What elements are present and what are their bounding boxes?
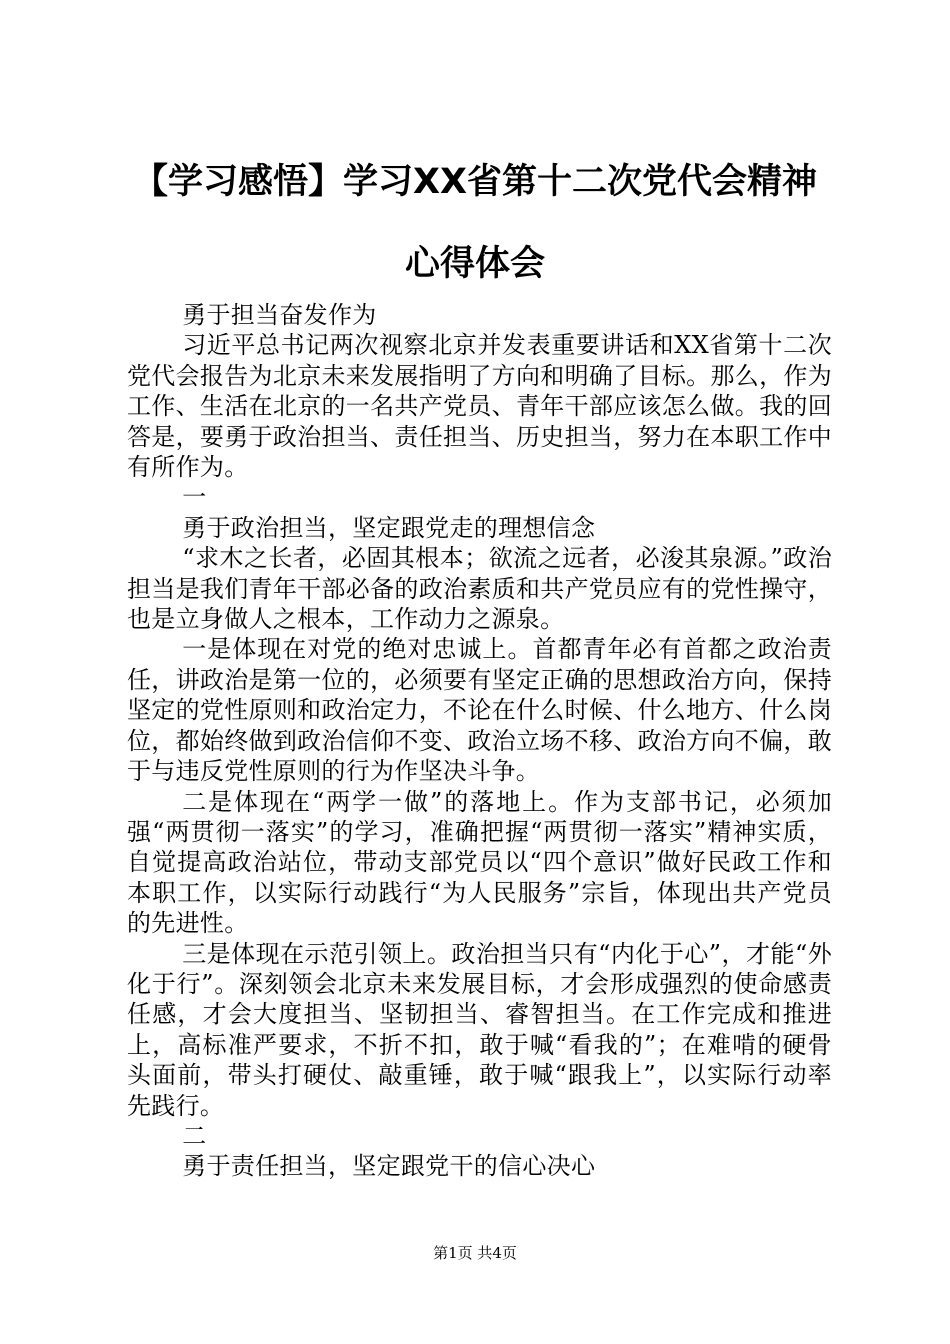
body-paragraph: 习近平总书记两次视察北京并发表重要讲话和XX省第十二次党代会报告为北京未来发展指明了方向和明确了目标。那么，作为工作、生活在北京的一名共产党员、青年干部应该怎么做。我的回答是，要勇于政治担当、责任担当、历史担当，努力在本职工作中有所作为。 [127,331,832,482]
document-body [127,300,832,1182]
section-heading: 勇于担当奋发作为 [182,301,377,329]
body-paragraph: 三是体现在示范引领上。政治担当只有“内化于心”，才能“外化于行”。深刻领会北京未来发展目标，才会形成强烈的使命感责任感，才会大度担当、坚韧担当、睿智担当。在工作完成和推进上，高标准严要求，不折不扣，敢于喊“看我的”；在难啃的硬骨头面前，带头打硬仗、敲重锤，敢于喊“跟我上”，以实际行动率先践行。 [127,939,832,1120]
section-heading: 勇于责任担当，坚定跟党干的信心决心 [182,1152,596,1181]
page-footer: 第1页 共4页 [433,1244,517,1262]
document-title-line-1: 【学习感悟】学习XX省第十二次党代会精神 [133,162,817,202]
section-number: 二 [182,1121,207,1150]
section-heading: 勇于政治担当，坚定跟党走的理想信念 [182,513,596,542]
document-title-line-2: 心得体会 [404,244,545,284]
body-paragraph: 二是体现在“两学一做”的落地上。作为支部书记，必须加强“两贯彻一落实”的学习，准确把握“两贯彻一落实”精神实质，自觉提高政治站位，带动支部党员以“四个意识”做好民政工作和本职工作，以实际行动践行“为人民服务”宗旨，体现出共产党员的先进性。 [127,787,832,938]
section-number: 一 [182,483,207,512]
body-paragraph: 一是体现在对党的绝对忠诚上。首都青年必有首都之政治责任，讲政治是第一位的，必须要有坚定正确的思想政治方向，保持坚定的党性原则和政治定力，不论在什么时候、什么地方、什么岗位，都始终做到政治信仰不变、政治立场不移、政治方向不偏，敢于与违反党性原则的行为作坚决斗争。 [127,635,832,786]
body-paragraph: “求木之长者，必固其根本；欲流之远者，必浚其泉源。”政治担当是我们青年干部必备的政治素质和共产党员应有的党性操守，也是立身做人之根本，工作动力之源泉。 [127,544,832,634]
